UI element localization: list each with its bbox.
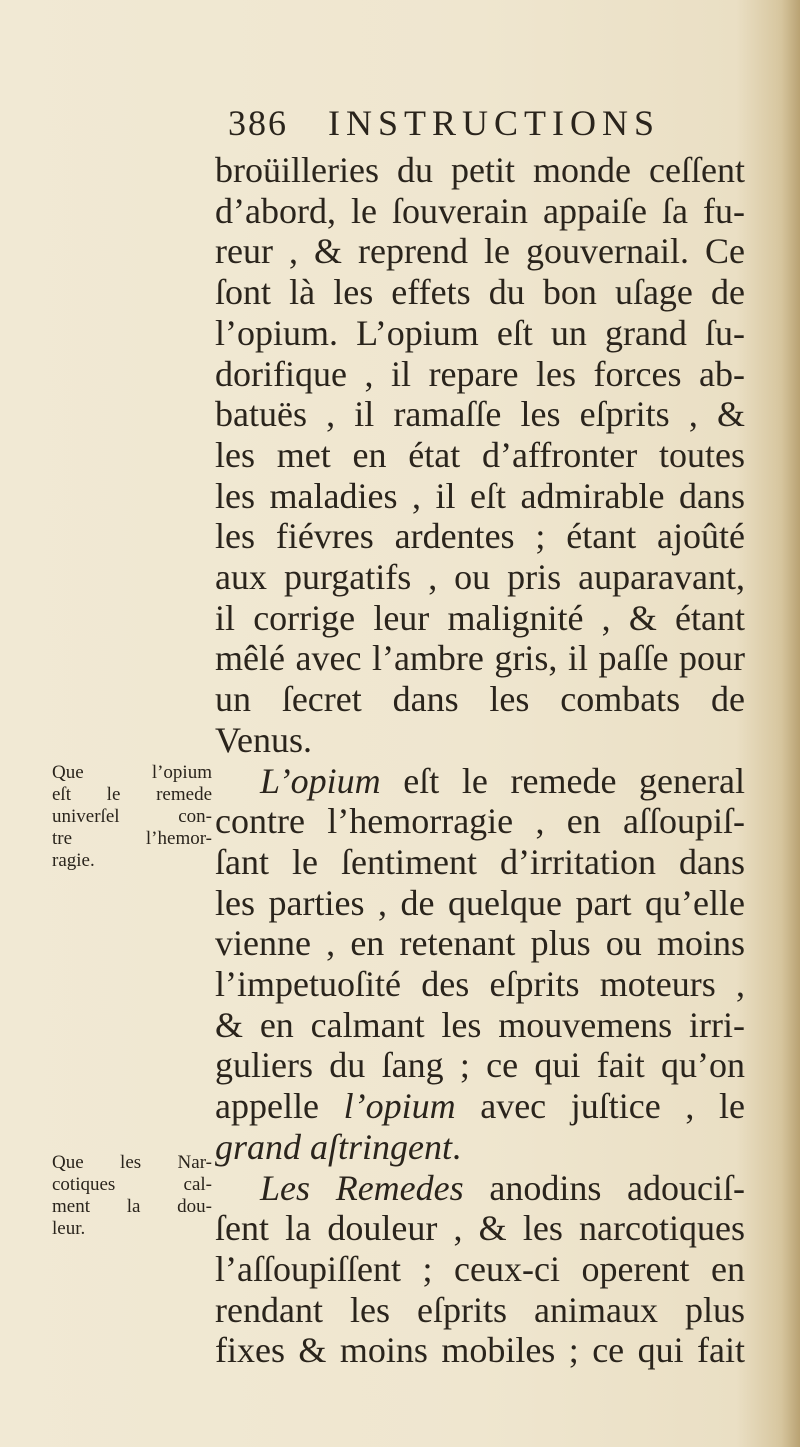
text-line: mêlé avec l’ambre gris, il paſſe pour: [215, 638, 745, 679]
text-segment: eſt le remede general: [380, 760, 745, 801]
text-line: l’opium. L’opium eſt un grand ſu-: [215, 312, 745, 353]
text-line: il corrige leur malignité , & étant: [215, 597, 745, 638]
paragraph-start: [215, 1168, 745, 1209]
text-line: broüilleries du petit monde ceſſent: [215, 150, 745, 190]
text-line: guliers du ſang ; ce qui fait qu’on: [215, 1045, 745, 1086]
margin-note-line: eſt le remede: [52, 784, 212, 805]
text-line: les met en état d’affronter toutes: [215, 434, 745, 475]
margin-note-line: ragie.: [52, 850, 95, 871]
text-line: Venus.: [215, 719, 312, 760]
body-text: [215, 150, 745, 1371]
margin-note-line: Que les Nar-: [52, 1152, 212, 1173]
italic-term: grand aſtringent: [215, 1126, 453, 1167]
page-number: 386: [228, 103, 288, 143]
text-line: les maladies , il eſt admirable dans: [215, 475, 745, 516]
text-line: [215, 1127, 745, 1168]
text-line: reur , & reprend le gouvernail. Ce: [215, 231, 745, 272]
text-line: un ſecret dans les combats de: [215, 679, 745, 720]
margin-note-line: ment la dou-: [52, 1196, 212, 1217]
text-line: les fiévres ardentes ; étant ajoûté: [215, 516, 745, 557]
margin-note-line: univerſel con-: [52, 806, 212, 827]
italic-term: l’opium: [343, 1086, 456, 1127]
margin-note-narcotiques: [52, 1152, 212, 1240]
page-edge: [782, 0, 800, 1447]
margin-note-opium: [52, 762, 212, 872]
text-segment: appelle: [215, 1086, 344, 1127]
text-line: contre l’hemorragie , en aſſoupiſ-: [215, 801, 745, 842]
margin-note-line: Que l’opium: [52, 762, 212, 783]
text-line: d’abord, le ſouverain appaiſe ſa fu-: [215, 190, 745, 231]
text-line: vienne , en retenant plus ou moins: [215, 923, 745, 964]
margin-note-line: leur.: [52, 1218, 86, 1239]
text-line: dorifique , il repare les forces ab-: [215, 353, 745, 394]
text-line: aux purgatifs , ou pris auparavant,: [215, 557, 745, 598]
italic-term: L’opium: [260, 760, 381, 801]
text-segment: avec juſtice , le: [455, 1086, 745, 1127]
text-line: l’aſſoupiſſent ; ceux-ci operent en: [215, 1248, 745, 1289]
text-line: [215, 1086, 745, 1127]
text-line: l’impetuoſité des eſprits moteurs ,: [215, 964, 745, 1005]
page-header: [228, 102, 661, 143]
margin-note-line: tre l’hemor-: [52, 828, 212, 849]
text-segment: .: [452, 1126, 462, 1167]
text-line: rendant les eſprits animaux plus: [215, 1289, 745, 1330]
paragraph-start: [215, 761, 745, 802]
text-line: ſont là les effets du bon uſage de: [215, 272, 745, 313]
italic-term: Les Remedes: [260, 1167, 464, 1208]
text-line: & en calmant les mouvemens irri-: [215, 1004, 745, 1045]
margin-note-line: cotiques cal-: [52, 1174, 212, 1195]
text-line: ſant le ſentiment d’irritation dans: [215, 841, 745, 882]
text-line: les parties , de quelque part qu’elle: [215, 882, 745, 923]
text-line: ſent la douleur , & les narcotiques: [215, 1208, 745, 1249]
text-line: batuës , il ramaſſe les eſprits , &: [215, 394, 745, 435]
text-segment: anodins adouciſ-: [463, 1167, 745, 1208]
text-line: fixes & moins mobiles ; ce qui fait: [215, 1330, 745, 1371]
running-title: INSTRUCTIONS: [328, 103, 661, 143]
